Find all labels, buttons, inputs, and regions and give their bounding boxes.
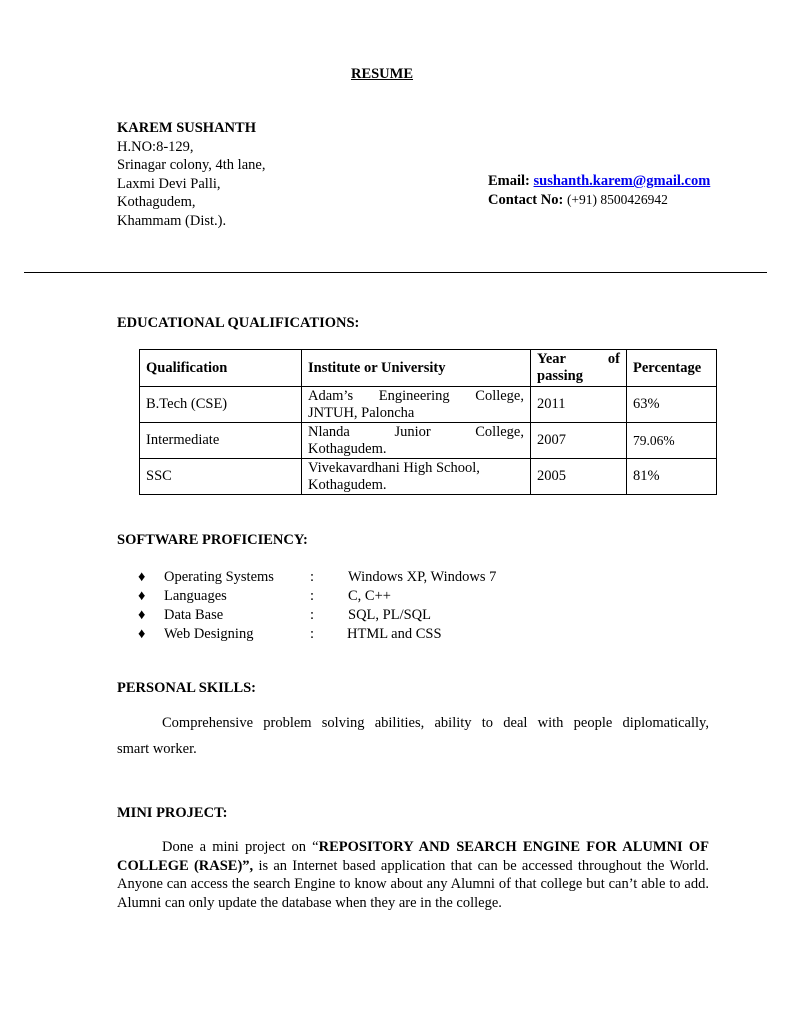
table-row: [140, 387, 717, 423]
horizontal-divider: [24, 272, 767, 273]
cell-institute: [302, 459, 531, 495]
cell-institute: [302, 423, 531, 459]
email-link[interactable]: sushanth.karem@gmail.com: [533, 173, 711, 189]
bullet-icon: ♦: [138, 569, 146, 585]
institute-line: Kothagudem.: [308, 476, 387, 493]
contact-label: Contact No:: [488, 191, 564, 208]
project-heading: MINI PROJECT:: [117, 805, 228, 821]
project-text: [117, 838, 709, 912]
institute-line: Adam’s Engineering College,: [308, 387, 524, 404]
software-value: HTML and CSS: [347, 626, 442, 642]
software-value: Windows XP, Windows 7: [348, 569, 497, 585]
header-institute: Institute or University: [302, 350, 531, 387]
bullet-icon: ♦: [138, 626, 146, 642]
header-year: [531, 350, 627, 387]
header-year-of: of: [607, 351, 620, 367]
address-block: [117, 119, 265, 230]
header-year-word: Year: [537, 351, 566, 367]
bullet-icon: ♦: [138, 607, 146, 623]
separator: :: [310, 588, 315, 604]
email-row: [488, 172, 710, 191]
cell-qualification: B.Tech (CSE): [140, 387, 302, 423]
cell-year: 2011: [531, 387, 627, 423]
address-line: Khammam (Dist.).: [117, 212, 227, 229]
header-qualification: Qualification: [140, 350, 302, 387]
separator: :: [310, 607, 315, 623]
address-line: H.NO:8-129,: [117, 138, 194, 155]
institute-line: Vivekavardhani High School,: [308, 459, 480, 476]
software-label: Languages: [164, 588, 227, 604]
address-line: Srinagar colony, 4th lane,: [117, 157, 266, 173]
cell-year: 2007: [531, 423, 627, 459]
cell-qualification: Intermediate: [140, 423, 302, 459]
separator: :: [310, 569, 315, 585]
table-header-row: [140, 350, 717, 387]
candidate-name: KAREM SUSHANTH: [117, 120, 256, 136]
separator: :: [310, 626, 315, 642]
header-year-passing: passing: [537, 368, 583, 384]
institute-line: Nlanda Junior College,: [308, 423, 524, 440]
table-row: [140, 423, 717, 459]
project-name: REPOSITORY AND SEARCH ENGINE FOR ALUMNI OF COLLEGE (RASE)”,: [117, 839, 709, 874]
project-intro: Done a mini project on “: [162, 839, 319, 855]
contact-block: [488, 172, 710, 209]
software-label: Data Base: [164, 607, 224, 623]
header-percentage: Percentage: [627, 350, 717, 387]
project-description: is an Internet based application that can be accessed throughout the World. Anyone can access the search Engine to know about any Alumni of that college but can’t able to add. Alumni can only update the database when they are in the college.: [117, 857, 709, 911]
software-value: SQL, PL/SQL: [348, 607, 431, 623]
institute-line: JNTUH, Paloncha: [308, 404, 415, 421]
software-label: Web Designing: [164, 626, 254, 642]
bullet-icon: ♦: [138, 588, 146, 604]
software-label: Operating Systems: [164, 569, 274, 585]
institute-line: Kothagudem.: [308, 440, 387, 457]
skills-text: Comprehensive problem solving abilities, ability to deal with people diplomatically,: [162, 715, 709, 731]
cell-year: 2005: [531, 459, 627, 495]
education-table: [139, 349, 717, 495]
education-heading: EDUCATIONAL QUALIFICATIONS:: [117, 315, 360, 331]
cell-institute: [302, 387, 531, 423]
skills-text-cont: smart worker.: [117, 741, 197, 757]
cell-qualification: SSC: [140, 459, 302, 495]
email-label: Email:: [488, 173, 530, 189]
cell-percentage: 81%: [627, 459, 717, 495]
cell-percentage: 79.06%: [627, 423, 717, 459]
table-row: [140, 459, 717, 495]
cell-percentage: 63%: [627, 387, 717, 423]
software-value: C, C++: [348, 588, 391, 604]
page-title: RESUME: [350, 66, 414, 82]
address-line: Kothagudem,: [117, 194, 196, 210]
phone-row: [488, 191, 710, 210]
phone-number: (+91) 8500426942: [566, 191, 668, 207]
software-heading: SOFTWARE PROFICIENCY:: [117, 532, 308, 548]
address-line: Laxmi Devi Palli,: [117, 175, 221, 192]
skills-heading: PERSONAL SKILLS:: [117, 680, 257, 696]
